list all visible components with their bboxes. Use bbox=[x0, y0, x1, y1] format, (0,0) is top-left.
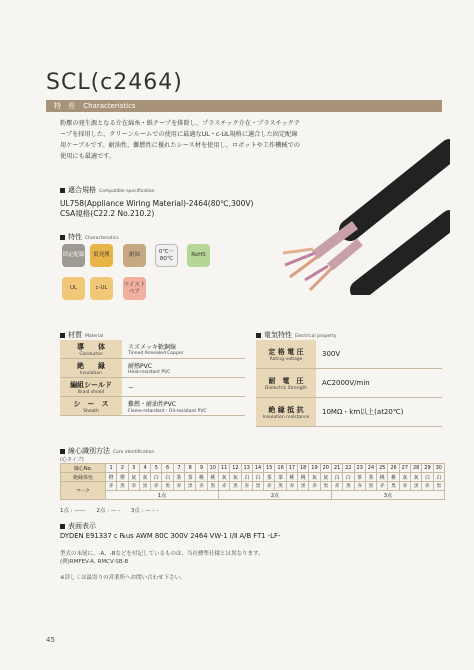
core-color-cell: 白 bbox=[422, 473, 433, 482]
core-mark-cell: 赤 bbox=[377, 482, 388, 491]
core-color-cell: 白 bbox=[331, 473, 342, 482]
electrical-key-jp: 定 格 電 圧 bbox=[268, 347, 304, 356]
core-mark-cell: 黒 bbox=[162, 482, 173, 491]
page-title: SCL(c2464) bbox=[46, 70, 183, 95]
electrical-table bbox=[256, 340, 442, 427]
core-no-cell: 12 bbox=[230, 464, 241, 473]
core-no-cell: 5 bbox=[151, 464, 162, 473]
electrical-value: AC2000V/min bbox=[316, 369, 442, 398]
core-mark-cell: 赤 bbox=[264, 482, 275, 491]
core-mark-cell: 黒 bbox=[275, 482, 286, 491]
core-mark-cell: 黒 bbox=[343, 482, 354, 491]
core-no-label: 線心No. bbox=[61, 464, 106, 473]
core-mark-row bbox=[61, 482, 445, 491]
core-mark-cell: 黒 bbox=[388, 482, 399, 491]
material-value bbox=[122, 359, 245, 378]
display-note-1: 型式の末尾に、-A、-Bなどを付記しているものは、当社標準仕様とは異なります。 bbox=[60, 551, 264, 557]
core-type-cell: 3点 bbox=[331, 491, 444, 500]
core-color-cell: 桃 bbox=[377, 473, 388, 482]
core-mark-cell: 赤 bbox=[196, 482, 207, 491]
core-no-cell: 8 bbox=[185, 464, 196, 473]
electrical-row bbox=[256, 398, 442, 427]
core-header-en: Core identification bbox=[113, 450, 155, 455]
features-text: 粉塵の発生源となる介在綿糸・紙テープを排除し、プラスチック介在・プラスチックテープを採用した、クリーンルームでの使用に最適なUL・c-UL規格に適合した固定配線用ケーブルです。耐油性、難燃性に優れたシース材を使用し、ロボットや工作機械での使用にも最適です。 bbox=[60, 120, 301, 160]
core-no-row bbox=[61, 464, 445, 473]
display-note-2: (例)RMFEV-A, RMCV-SB-B bbox=[60, 559, 129, 565]
core-mark-cell: 黒 bbox=[365, 482, 376, 491]
core-color-cell: 桃 bbox=[298, 473, 309, 482]
material-key bbox=[60, 359, 122, 378]
core-color-cell: 灰 bbox=[411, 473, 422, 482]
core-mark-cell: 黒 bbox=[185, 482, 196, 491]
core-color-cell: 灰 bbox=[218, 473, 229, 482]
chip-cul: c-UL bbox=[90, 277, 113, 300]
core-no-cell: 14 bbox=[252, 464, 263, 473]
core-color-row bbox=[61, 473, 445, 482]
core-no-cell: 27 bbox=[399, 464, 410, 473]
core-mark-cell: 黒 bbox=[320, 482, 331, 491]
core-no-cell: 19 bbox=[309, 464, 320, 473]
core-color-cell: 茶 bbox=[365, 473, 376, 482]
elec-header-en: Electrical property bbox=[295, 334, 337, 339]
core-no-cell: 22 bbox=[343, 464, 354, 473]
core-type-row bbox=[61, 491, 445, 500]
features-bar bbox=[46, 100, 442, 112]
chip-low-dust: 低発塵 bbox=[90, 244, 113, 267]
elec-header-bullet bbox=[256, 333, 261, 338]
core-no-cell: 21 bbox=[331, 464, 342, 473]
core-color-label: 絶縁体色 bbox=[61, 473, 106, 482]
core-type-cell: 1点 bbox=[106, 491, 219, 500]
material-value-en: Heat-resistant PVC bbox=[128, 370, 171, 375]
material-key bbox=[60, 340, 122, 359]
core-no-cell: 29 bbox=[422, 464, 433, 473]
material-key-jp: 絶 縁 bbox=[77, 361, 105, 370]
core-color-cell: 灰 bbox=[230, 473, 241, 482]
core-no-cell: 11 bbox=[218, 464, 229, 473]
material-header-bullet bbox=[60, 333, 65, 338]
core-no-cell: 6 bbox=[162, 464, 173, 473]
material-value-jp: 難燃・耐油性PVC bbox=[128, 400, 176, 408]
core-header bbox=[60, 446, 154, 456]
core-color-cell: 白 bbox=[343, 473, 354, 482]
std-header-bullet bbox=[60, 188, 65, 193]
material-value-jp: ー bbox=[128, 384, 135, 392]
core-mark-cell: 黒 bbox=[252, 482, 263, 491]
core-no-cell: 17 bbox=[286, 464, 297, 473]
chip-twisted-pair: ツイストペア bbox=[123, 277, 146, 300]
material-key-en: Braid shield bbox=[77, 389, 105, 395]
material-header bbox=[60, 330, 103, 340]
core-mark-cell: 赤 bbox=[286, 482, 297, 491]
core-no-cell: 25 bbox=[377, 464, 388, 473]
core-color-cell: 桃 bbox=[207, 473, 218, 482]
material-value bbox=[122, 397, 245, 416]
core-color-cell: 橙 bbox=[106, 473, 117, 482]
core-color-cell: 桃 bbox=[196, 473, 207, 482]
display-header bbox=[60, 521, 96, 531]
material-value bbox=[122, 340, 245, 359]
core-no-cell: 7 bbox=[173, 464, 184, 473]
features-bar-en: Characteristics bbox=[83, 102, 136, 110]
core-no-cell: 10 bbox=[207, 464, 218, 473]
chip-rohs: RoHS bbox=[187, 244, 210, 267]
display-text: DYDEN E91337 c ℞us AWM 80C 300V 2464 VW-1 Ⅰ/Ⅱ A/B FT1 -LF- bbox=[60, 532, 281, 540]
material-key-en: Insulation bbox=[79, 370, 102, 376]
chip-temperature: 0℃～80℃ bbox=[155, 244, 178, 267]
std-header-en: Compatible specification bbox=[99, 189, 155, 194]
elec-header bbox=[256, 330, 336, 340]
core-mark-cell: 黒 bbox=[298, 482, 309, 491]
core-no-cell: 4 bbox=[139, 464, 150, 473]
core-mark-label: マーク bbox=[61, 482, 106, 500]
core-no-cell: 26 bbox=[388, 464, 399, 473]
core-mark-cell: 黒 bbox=[117, 482, 128, 491]
core-color-cell: 灰 bbox=[320, 473, 331, 482]
core-color-cell: 灰 bbox=[309, 473, 320, 482]
core-no-cell: 30 bbox=[433, 464, 444, 473]
char-header bbox=[60, 232, 119, 242]
material-key-en: Sheath bbox=[83, 408, 99, 414]
std-header bbox=[60, 185, 155, 195]
standard-1: UL758(Appliance Wiring Material)-2464(80℃,300V) bbox=[60, 199, 254, 208]
core-mark-cell: 赤 bbox=[399, 482, 410, 491]
core-header-bullet bbox=[60, 449, 65, 454]
core-color-cell: 桃 bbox=[388, 473, 399, 482]
core-mark-cell: 赤 bbox=[354, 482, 365, 491]
core-mark-cell: 赤 bbox=[331, 482, 342, 491]
core-mark-cell: 赤 bbox=[241, 482, 252, 491]
core-no-cell: 3 bbox=[128, 464, 139, 473]
core-color-cell: 茶 bbox=[264, 473, 275, 482]
core-color-cell: 茶 bbox=[354, 473, 365, 482]
material-key-jp: 編組シールド bbox=[70, 380, 112, 389]
core-table bbox=[60, 463, 445, 500]
core-color-cell: 白 bbox=[433, 473, 444, 482]
core-no-cell: 18 bbox=[298, 464, 309, 473]
material-table bbox=[60, 340, 245, 416]
electrical-key-jp: 絶 縁 抵 抗 bbox=[268, 405, 304, 414]
display-header-bullet bbox=[60, 524, 65, 529]
electrical-key-en: Rating voltage bbox=[269, 356, 303, 362]
electrical-row bbox=[256, 340, 442, 369]
core-type-cell: 2点 bbox=[218, 491, 331, 500]
core-no-cell: 9 bbox=[196, 464, 207, 473]
material-value-en: Flame-retardant・Oil-resistant PVC bbox=[128, 408, 207, 414]
core-no-cell: 1 bbox=[106, 464, 117, 473]
core-mark-cell: 黒 bbox=[433, 482, 444, 491]
material-header-jp: 材質 bbox=[68, 331, 82, 339]
core-mark-cell: 黒 bbox=[411, 482, 422, 491]
core-color-cell: 灰 bbox=[139, 473, 150, 482]
electrical-key bbox=[256, 398, 316, 427]
core-mark-cell: 黒 bbox=[230, 482, 241, 491]
core-type-label: (心タイプ) bbox=[60, 457, 84, 463]
core-color-cell: 茶 bbox=[185, 473, 196, 482]
material-value-jp: スズメッキ軟銅線 bbox=[128, 344, 177, 351]
core-mark-cell: 黒 bbox=[139, 482, 150, 491]
electrical-row bbox=[256, 369, 442, 398]
electrical-value: 10MΩ・km以上(at20℃) bbox=[316, 398, 442, 427]
electrical-value: 300V bbox=[316, 340, 442, 369]
material-key bbox=[60, 378, 122, 397]
core-no-cell: 13 bbox=[241, 464, 252, 473]
chip-fixed-wiring: 固定配線 bbox=[62, 244, 85, 267]
core-color-cell: 灰 bbox=[128, 473, 139, 482]
core-mark-cell: 赤 bbox=[128, 482, 139, 491]
core-color-cell: 桃 bbox=[286, 473, 297, 482]
core-mark-cell: 黒 bbox=[207, 482, 218, 491]
core-mark-cell: 赤 bbox=[106, 482, 117, 491]
electrical-key-jp: 耐 電 圧 bbox=[268, 376, 304, 385]
core-color-cell: 茶 bbox=[173, 473, 184, 482]
electrical-key bbox=[256, 369, 316, 398]
material-value-en: Tinned Annealed Copper bbox=[128, 351, 184, 356]
material-value bbox=[122, 378, 245, 397]
cable-image-2 bbox=[300, 222, 450, 312]
material-key-jp: 導 体 bbox=[77, 342, 105, 351]
material-key-en: Conductor bbox=[79, 351, 103, 357]
core-color-cell: 白 bbox=[162, 473, 173, 482]
char-header-bullet bbox=[60, 235, 65, 240]
core-no-cell: 16 bbox=[275, 464, 286, 473]
core-no-cell: 15 bbox=[264, 464, 275, 473]
electrical-key-en: Insulation resistance bbox=[262, 414, 310, 420]
electrical-key bbox=[256, 340, 316, 369]
chip-ul: UL bbox=[62, 277, 85, 300]
core-color-cell: 白 bbox=[241, 473, 252, 482]
chip-oil-resistant: 耐油 bbox=[123, 244, 146, 267]
electrical-key-en: Dielectric Strength bbox=[264, 385, 308, 391]
core-color-cell: 茶 bbox=[275, 473, 286, 482]
core-color-cell: 白 bbox=[151, 473, 162, 482]
core-color-cell: 灰 bbox=[399, 473, 410, 482]
core-no-cell: 20 bbox=[320, 464, 331, 473]
core-mark-cell: 赤 bbox=[173, 482, 184, 491]
core-no-cell: 24 bbox=[365, 464, 376, 473]
standard-2: CSA規格(C22.2 No.210.2) bbox=[60, 209, 155, 218]
core-note: 1点 : —— 2点 : — - 3点 : — - - bbox=[60, 508, 159, 514]
core-mark-cell: 赤 bbox=[151, 482, 162, 491]
features-bar-jp: 特 長 bbox=[54, 102, 75, 110]
core-no-cell: 2 bbox=[117, 464, 128, 473]
material-row bbox=[60, 378, 245, 397]
core-color-cell: 白 bbox=[252, 473, 263, 482]
material-value-jp: 耐熱PVC bbox=[128, 363, 152, 370]
core-mark-cell: 赤 bbox=[309, 482, 320, 491]
display-header-jp: 表面表示 bbox=[68, 522, 96, 530]
core-header-jp: 線心識別方法 bbox=[68, 447, 110, 455]
core-mark-cell: 赤 bbox=[218, 482, 229, 491]
core-mark-cell: 赤 bbox=[422, 482, 433, 491]
core-no-cell: 23 bbox=[354, 464, 365, 473]
material-header-en: Material bbox=[85, 334, 104, 339]
material-row bbox=[60, 397, 245, 416]
char-header-en: Characteristics bbox=[85, 236, 119, 241]
material-key-jp: シ ー ス bbox=[73, 399, 109, 408]
page-number: 45 bbox=[46, 636, 55, 644]
std-header-jp: 適合規格 bbox=[68, 186, 96, 194]
elec-header-jp: 電気特性 bbox=[264, 331, 292, 339]
char-header-jp: 特性 bbox=[68, 233, 82, 241]
material-key bbox=[60, 397, 122, 416]
core-no-cell: 28 bbox=[411, 464, 422, 473]
core-color-cell: 橙 bbox=[117, 473, 128, 482]
material-row bbox=[60, 340, 245, 359]
material-row bbox=[60, 359, 245, 378]
footnote: ※詳しくは最寄りの営業所へお問い合わせ下さい。 bbox=[60, 575, 186, 581]
